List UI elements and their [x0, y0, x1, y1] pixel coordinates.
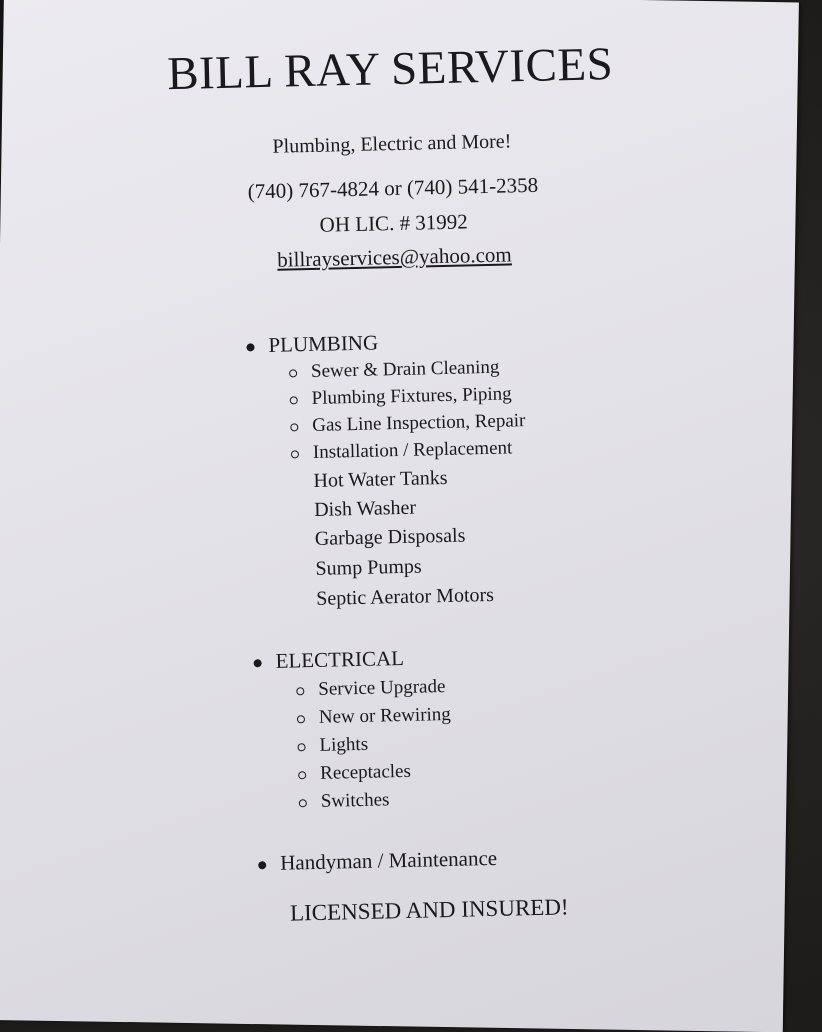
- item-label: Switches: [320, 789, 390, 812]
- circle-bullet-icon: [289, 369, 297, 377]
- section-heading: PLUMBING: [268, 330, 379, 357]
- circle-bullet-icon: [297, 715, 305, 723]
- item-label: Installation / Replacement: [312, 437, 513, 463]
- bullet-icon: [246, 343, 254, 351]
- item-label: Plumbing Fixtures, Piping: [311, 383, 512, 409]
- list-item: [289, 357, 500, 384]
- item-label: Receptacles: [319, 760, 412, 784]
- circle-bullet-icon: [290, 396, 298, 404]
- circle-bullet-icon: [296, 687, 304, 695]
- item-label: Sewer & Drain Cleaning: [310, 356, 500, 382]
- phone-numbers: (740) 767-4824 or (740) 541-2358: [247, 172, 539, 204]
- circle-bullet-icon: [290, 423, 298, 431]
- licensed-insured-banner: LICENSED AND INSURED!: [289, 894, 569, 926]
- install-item: Dish Washer: [313, 496, 417, 521]
- list-item: [290, 410, 526, 437]
- list-item: [296, 676, 446, 701]
- bullet-icon: [258, 861, 266, 869]
- company-title: BILL RAY SERVICES: [166, 38, 614, 101]
- section-plumbing: [246, 330, 378, 358]
- section-electrical: [253, 646, 404, 674]
- install-item: Sump Pumps: [315, 555, 422, 580]
- license-number: OH LIC. # 31992: [319, 209, 469, 237]
- list-item: [297, 734, 368, 758]
- email-link[interactable]: billrayservices@yahoo.com: [276, 242, 512, 272]
- list-item: [298, 761, 411, 786]
- item-label: Lights: [319, 733, 369, 756]
- circle-bullet-icon: [291, 450, 299, 458]
- install-item: Septic Aerator Motors: [315, 583, 495, 610]
- install-item: Hot Water Tanks: [313, 466, 448, 492]
- tagline: Plumbing, Electric and More!: [272, 130, 512, 158]
- circle-bullet-icon: [297, 743, 305, 751]
- bullet-icon: [254, 659, 262, 667]
- item-label: New or Rewiring: [318, 703, 452, 728]
- circle-bullet-icon: [298, 771, 306, 779]
- install-item: Garbage Disposals: [314, 524, 466, 550]
- list-item: [291, 437, 513, 464]
- item-label: Gas Line Inspection, Repair: [312, 410, 526, 436]
- list-item: [299, 789, 390, 813]
- list-item: [289, 383, 512, 410]
- list-item: [297, 704, 451, 729]
- item-label: Service Upgrade: [318, 676, 446, 700]
- section-handyman: [258, 846, 497, 876]
- section-heading: ELECTRICAL: [275, 645, 405, 673]
- circle-bullet-icon: [299, 799, 307, 807]
- section-heading: Handyman / Maintenance: [279, 845, 498, 875]
